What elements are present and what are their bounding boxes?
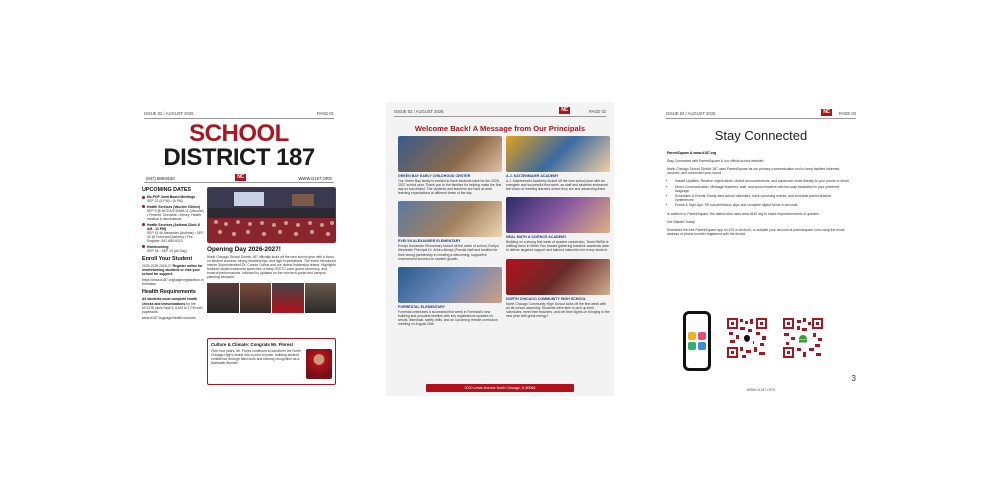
header-divider [666,118,856,119]
bullet-dot-icon [142,245,145,248]
school-text: A.J. Katzenmaier Academy kicked off the new school year with an energetic and successful first week, as staff and students embraced the vision of meeting learners where they are and advancing them. [506,179,608,192]
paragraph-1: North Chicago School District 187 uses ParentSquare as our primary communication tool to keep families informed, involved, and connected year-round. [667,167,841,176]
sidebar-column [142,187,204,320]
school-photo [506,197,610,233]
feature-list [667,179,850,207]
district-logo: NC [559,107,570,114]
left-school-column [398,136,502,326]
school-photo [398,267,502,303]
principals-message-title: Welcome Back! A Message from Our Principals [414,124,586,133]
school-text: Evelyn Alexander Elementary kicked off the week of school, Evelyn Alexander Principal Dr. Arturo Almajo (Panola staff and families for their strong partnership in creating a welcoming, supportive environment focused on student growth. [398,244,499,261]
page-header [394,108,606,118]
website-link[interactable]: WWW.D187.ORG [298,176,332,181]
event-photo [240,283,272,313]
district-logo: NC [821,109,832,116]
school-photo [398,201,502,237]
culture-climate-box [207,338,336,385]
page-number: 3 [851,374,856,383]
masthead-title [148,122,330,170]
health-heading: Health Requirements [142,289,196,296]
event-detail: SEP 5 @ NCCA 8:30AM-11 (Vaccine) • Present: Checklist • Jersey, Health, medical & vaccinations [147,208,204,222]
masthead-line-1: SCHOOL [189,120,289,147]
stay-connected-title: Stay Connected [714,128,808,143]
opening-day-text: North Chicago School District 187 officially kicks off the new school year with a focus on student success, strong relationships, and high expectations. The event introduced interim Superintendent Dr. Connie Collins and our district leadership teams. Highlights featured student welcome speeches, a Navy JROTC color guard ceremony, and musical performances, followed by updates on the new tech portal and campus planning sessions. [207,255,336,280]
contact-bar [144,174,334,184]
page-header [144,110,334,120]
paragraph-4: Download the free ParentSquare app on iOS or Android, or activate your account at parentsquare.com using the email address or phone number registered with the district. [667,227,845,236]
event-photo [207,283,239,313]
page-number-label: PAGE 02 [588,109,606,114]
ios-qr-code-icon[interactable] [726,317,768,359]
right-school-column [506,136,610,318]
health-link[interactable]: www.d187.org/page/health-services [142,315,196,320]
health-bold: All students must complete health checks and immunizations [142,297,198,306]
auditorium-photo-image [208,188,336,243]
school-caption: NORTH CHICAGO COMMUNITY HIGH SCHOOL [506,296,587,301]
school-caption: EVELYN ALEXANDER ELEMENTARY [398,239,461,244]
school-caption: A.J. KATZENMAIER ACADEMY [506,174,559,178]
get-started-text: Get Started Today! [667,219,696,224]
phone-app-icon [683,311,711,371]
enroll-heading: Enroll Your Student [142,256,193,262]
opening-day-photo [207,187,336,243]
list-item: • Forms & Sign-Ups: Fill out permission slips and complete digital forms in seconds. [675,203,850,207]
header-divider [144,118,334,119]
bullet-dot-icon [142,196,145,199]
page-number-label: PAGE 01 [316,111,334,116]
culture-text: Over four years, Mr. Flores continues to transform the North Chicago High's brand into a point of pride, building student confidence through hard work and earning recognition as a Warhawk Wonder. [211,349,301,366]
health-text [142,297,204,313]
event-detail: SEP 22 (6 PM) • (6 PM) [147,199,183,204]
phone-number: (847) 689-8150 [146,176,175,181]
school-caption: GREEN BAY EARLY CHILDHOOD CENTER [398,174,471,178]
paragraph-2: In addition to ParentSquare, the district also uses www.d187.org to share important events & updates. [667,211,820,216]
page-number-label: PAGE 03 [838,111,856,116]
photo-strip [207,283,336,313]
event-detail: SEP 18 - SEP 19 (All Day) [147,248,187,253]
event-item [142,245,204,253]
enroll-bold: Register online for new/returning students or visit your school for support. [142,264,203,277]
issue-label: ISSUE 02 / AUGUST 2026 [144,111,194,116]
upcoming-dates-heading: UPCOMING DATES [142,187,192,193]
page-header [666,110,856,120]
enroll-text [142,264,204,276]
bullet-dot-icon [142,205,145,208]
event-title: Homecoming [147,244,169,249]
issue-label: ISSUE 02 / AUGUST 2026 [394,109,444,114]
event-item [142,205,204,221]
event-title: Mc-FOP Joint Board Meetings [147,195,196,199]
parentsquare-subheading: ParentSquare & www.d187.org [667,151,717,155]
culture-heading: Culture & Climate: Congrats Mr. Flores! [211,342,294,347]
newsletter-page-2 [386,102,614,396]
newsletter-page-3 [662,108,860,398]
school-photo [398,136,502,172]
event-photo [305,283,337,313]
list-item: • Instant Updates: Receive urgent alerts, district announcements, and classroom news directly to your phone or email. [675,179,850,183]
masthead-line-2: DISTRICT 187 [163,144,315,171]
enroll-prefix: 2025-2026 2026-27 [142,264,172,268]
header-divider [394,116,606,117]
bullet-dot-icon [142,223,145,226]
district-logo: NC [235,174,246,181]
address-footer: 2000 Lewis Avenue North Chicago, IL 60064 [426,384,574,392]
event-photo [272,283,304,313]
intro-text: Stay Connected with ParentSquare & our official school website! [667,159,764,164]
school-caption: FORRESTAL ELEMENTARY [398,304,445,309]
stay-connected-body [667,151,850,240]
contact-divider [144,182,334,183]
event-item [142,195,204,203]
mr-flores-photo [306,349,332,379]
newsletter-page-1 [140,108,338,388]
issue-label: ISSUE 02 / AUGUST 2026 [666,111,716,116]
opening-day-heading: Opening Day 2026-2027! [207,246,281,253]
event-item [142,223,204,243]
school-caption: NEAL MATH & SCIENCE ACADEMY [506,235,567,240]
health-detail: for the NCCHS clinic Sept 5, 8 AM to 1 PM with paperwork. [142,301,203,314]
enroll-link[interactable]: https://www.d187.org/page/registration-information [142,278,204,287]
list-item: • Direct Communication: Message teachers, staff, and school leaders with two-way translation in your preferred language. [675,185,850,193]
event-title: Health Services (Vaccine Clinics) [147,204,201,209]
event-detail: SEP 15 @ Alexander (Asthma) • SEP 30 @ Forrestal (Asthma) • Pre-Register: 847-689-6323 [147,230,204,244]
list-item: • Schedules & Events: Easily view school calendars, track upcoming events, and schedule parent-teacher conferences. [675,194,850,202]
school-text: Forrestal celebrates a successful first week in Forrestal's new building and proudest families with key registrations updates on arrival, dismissal, safety drills, and an upcoming remote curriculum meeting on August 26th. [398,309,498,327]
school-photo [506,136,610,172]
school-photo [506,259,610,295]
event-title: Health Services (Asthma Clinic 8 AM - 11 PM) [147,222,200,231]
parentsquare-logo-icon [686,330,708,352]
android-qr-code-icon[interactable] [782,317,824,359]
main-column [207,187,336,313]
school-text: North Chicago Community High School kicks off the first week with an all-school assembly. Students were able to pick up their schedules, meet their teachers, and set their sights on bringing in the new year with great energy! [506,301,610,318]
footer-website[interactable]: WWW.D187.ORG [746,388,776,392]
school-text: Building on a strong first week of student connection, Team NMSA is shifting focus in Week Two toward gathering baseline academic data to deliver targeted support and tailored instruction for every student. [506,240,609,253]
school-text: Our Green Bay family is excited to have students back for the 2026-2027 school year. Thank you to the families for helping make the first day so successful. The students and teachers are hard at work learning expectations at different times of the day. [398,179,502,196]
